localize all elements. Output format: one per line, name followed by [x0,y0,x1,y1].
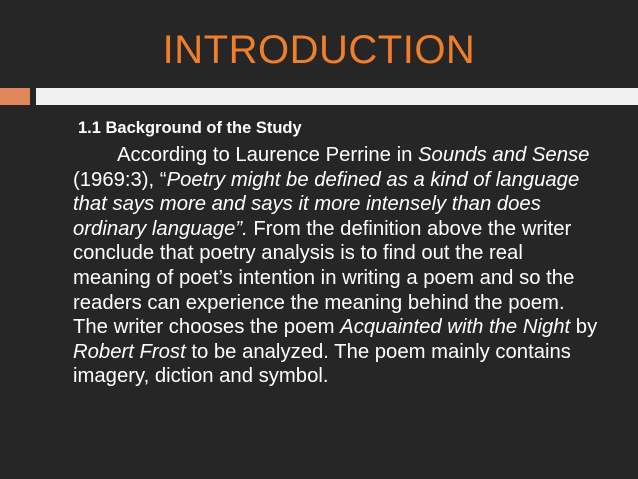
accent-bar-left [0,88,30,105]
para-seg-8: to be analyzed. The poem mainly contains imagery, diction and symbol. [73,340,571,388]
para-seg-7: Robert Frost [73,340,186,363]
para-seg-0: According to Laurence Perrine in [117,144,419,166]
accent-bar-right [36,88,638,105]
para-seg-4: From the definition above the writer conclude that poetry analysis is to find out the real meaning of poet’s intention in writing a poem and so the readers can experience the meaning behind the poem. The writer chooses the poem [73,217,575,339]
slide-title: INTRODUCTION [162,28,476,72]
para-seg-3: Poetry might be defined as a kind of language that says more and says it more intensely than does ordinary language”. [73,168,580,240]
para-seg-6: by [570,316,598,339]
body-paragraph [73,143,601,389]
para-seg-2: (1969:3), “ [73,168,167,191]
para-seg-1: Sounds and Sense [418,144,590,166]
para-seg-5: Acquainted with the Night [340,316,571,339]
section-subheading: 1.1 Background of the Study [78,119,302,137]
